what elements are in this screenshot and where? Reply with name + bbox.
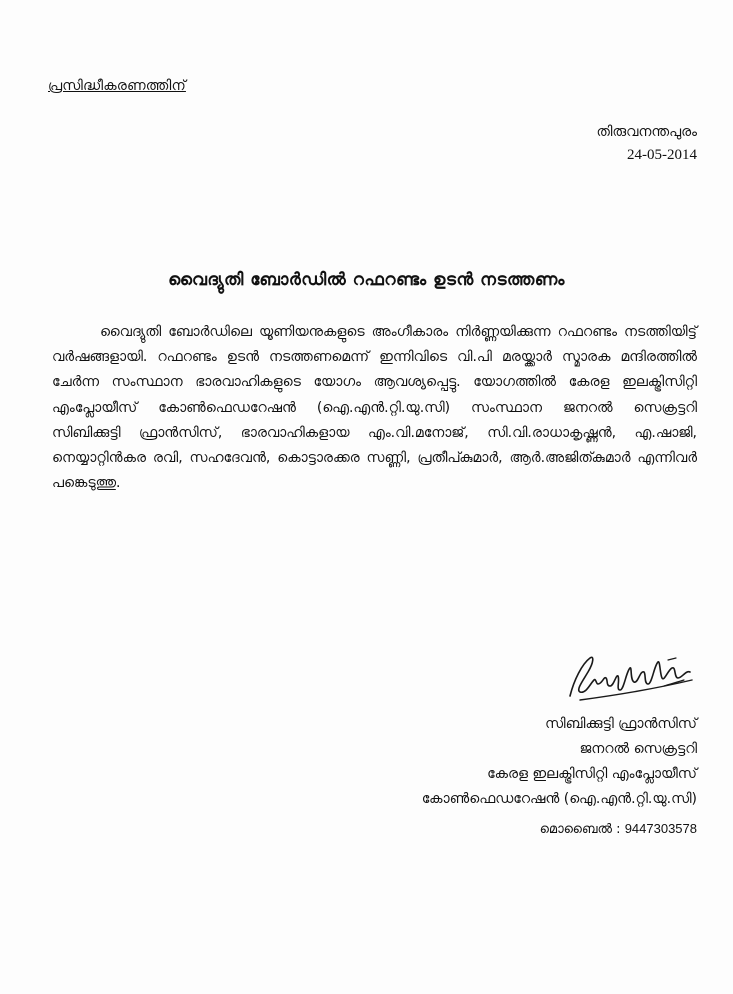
header-label: പ്രസിദ്ധീകരണത്തിന്: [48, 78, 186, 94]
signatory-organization-line2: കോൺഫെഡറേഷൻ (ഐ.എൻ.റ്റി.യു.സി): [421, 791, 697, 807]
signatory-organization-line1: കേരള ഇലക്ട്രിസിറ്റി എംപ്ലോയീസ്: [487, 766, 697, 782]
signature-image: [560, 650, 700, 706]
mobile-number: 9447303578: [624, 821, 697, 836]
signatory-name: സിബിക്കുട്ടി ഫ്രാൻസിസ്: [545, 716, 697, 732]
page-title: വൈദ്യുതി ബോർഡിൽ റഫറണ്ടം ഉടൻ നടത്തണം: [168, 270, 565, 290]
mobile-label: മൊബൈൽ :: [539, 822, 621, 837]
signatory-designation: ജനറൽ സെക്രട്ടറി: [579, 741, 697, 757]
place: തിരുവനന്തപുരം: [596, 124, 697, 140]
signatory-block: [422, 712, 697, 842]
mobile-line: [422, 816, 697, 842]
place-date-block: [597, 121, 697, 167]
date: 24-05-2014: [627, 147, 697, 163]
body-paragraph: വൈദ്യുതി ബോർഡിലെ യൂണിയനുകളുടെ അംഗീകാരം നിർണ്ണയിക്കുന്ന റഫറണ്ടം നടത്തിയിട്ട് വർഷങ്ങളായി. റഫറണ്ടം ഉടൻ നടത്തണമെന്ന് ഇന്നിവിടെ വി.പി മരയ്ക്കാർ സ്മാരക മന്ദിരത്തിൽ ചേർന്ന സംസ്ഥാന ഭാരവാഹികളുടെ യോഗം ആവശ്യപ്പെട്ടു. യോഗത്തിൽ കേരള ഇലക്ട്രിസിറ്റി എംപ്ലോയീസ് കോൺഫെഡറേഷൻ (ഐ.എൻ.റ്റി.യു.സി) സംസ്ഥാന ജനറൽ സെക്രട്ടറി സിബിക്കുട്ടി ഫ്രാൻസിസ്, ഭാരവാഹികളായ എം.വി.മനോജ്, സി.വി.രാധാകൃഷ്ണൻ, എ.ഷാജി, നെയ്യാറ്റിൻകര രവി, സഹദേവൻ, കൊട്ടാരക്കര സണ്ണി, പ്രതീപ്കുമാർ, ആർ.അജിത്കുമാർ എന്നിവർ പങ്കെടുത്തു.: [52, 324, 697, 492]
